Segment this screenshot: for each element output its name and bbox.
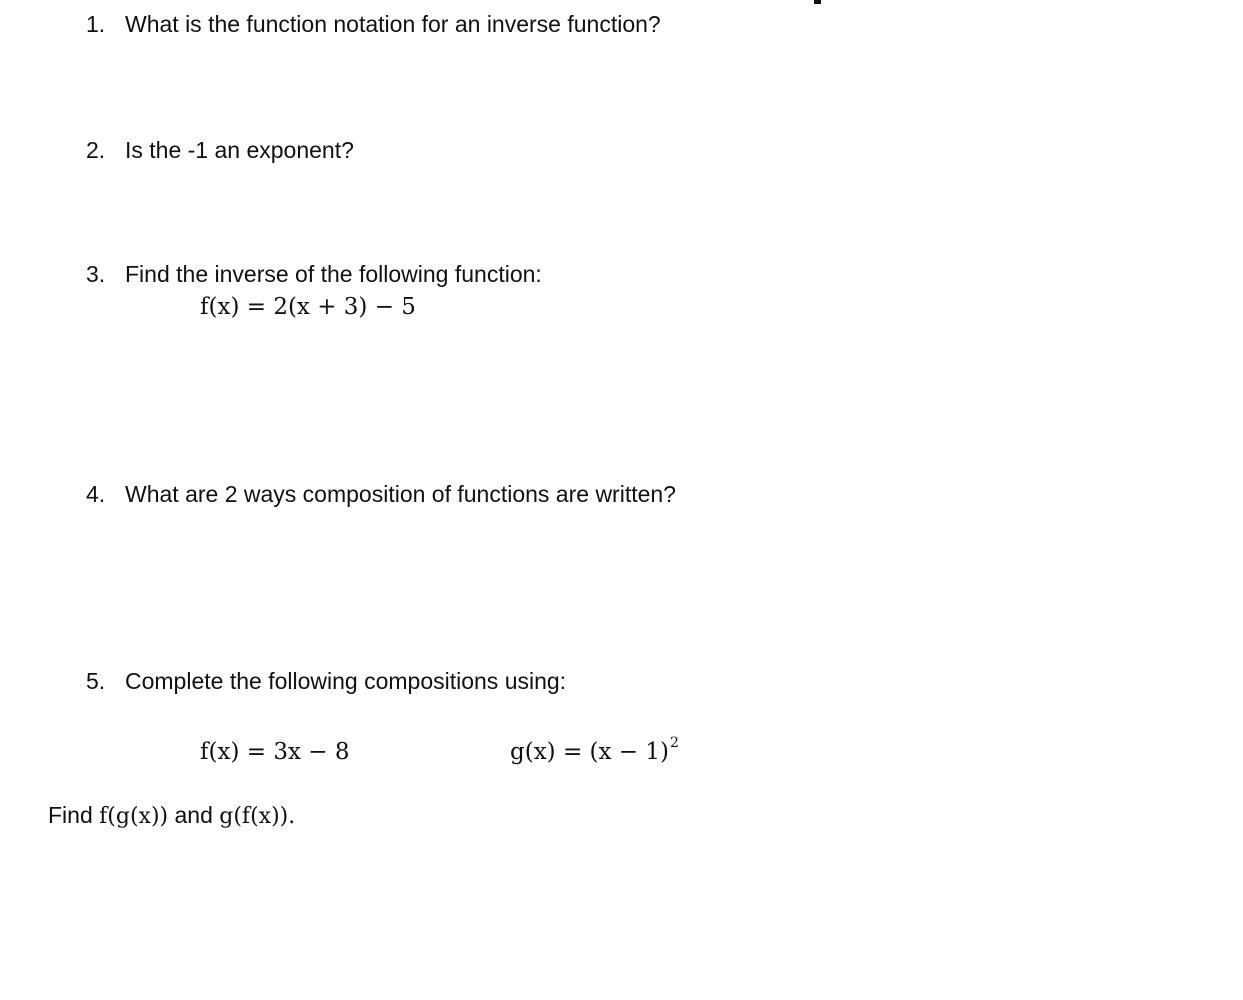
question-2 bbox=[86, 136, 354, 164]
question-text: What is the function notation for an inverse function? bbox=[125, 11, 661, 37]
question-number: 4. bbox=[86, 481, 106, 507]
question-number: 1. bbox=[86, 11, 106, 37]
question-text: Is the -1 an exponent? bbox=[125, 137, 354, 163]
question-4 bbox=[86, 480, 676, 508]
question-number: 2. bbox=[86, 137, 106, 163]
q5-f-equation: f(x) = 3x − 8 bbox=[200, 739, 350, 765]
question-number: 3. bbox=[86, 261, 106, 287]
find-suffix: . bbox=[288, 804, 296, 829]
question-number: 5. bbox=[86, 668, 106, 694]
q3-function-equation: f(x) = 2(x + 3) − 5 bbox=[200, 294, 416, 320]
question-5 bbox=[86, 667, 566, 695]
question-text: Find the inverse of the following function: bbox=[125, 261, 542, 287]
question-1 bbox=[86, 10, 661, 38]
find-expr-fog: f(g(x)) bbox=[99, 804, 169, 829]
g-equation-exponent: 2 bbox=[669, 735, 679, 751]
find-expr-gof: g(f(x)) bbox=[219, 804, 289, 829]
top-edge-mark bbox=[814, 0, 821, 4]
g-equation-body: g(x) = (x − 1) bbox=[510, 739, 669, 765]
find-prefix: Find bbox=[48, 802, 100, 828]
question-3 bbox=[86, 260, 542, 288]
q5-g-equation bbox=[510, 737, 679, 770]
find-instruction bbox=[48, 800, 295, 832]
find-conjunction: and bbox=[168, 802, 220, 828]
question-text: Complete the following compositions using: bbox=[125, 668, 567, 694]
question-text: What are 2 ways composition of functions are written? bbox=[125, 481, 676, 507]
